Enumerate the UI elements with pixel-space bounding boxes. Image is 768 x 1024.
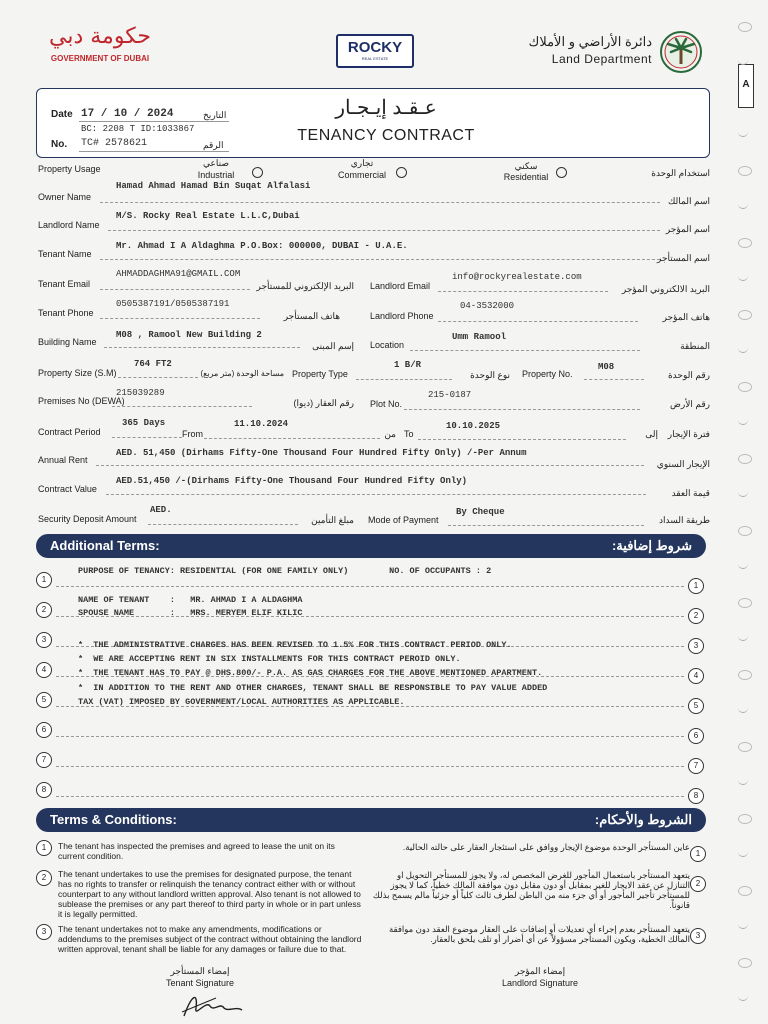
additional-number-right: 2: [688, 608, 704, 624]
deposit-label: Security Deposit Amount: [38, 514, 137, 524]
binder-hole: [738, 886, 752, 896]
deposit-value: AED.: [150, 505, 172, 515]
plot-value: 215-0187: [428, 390, 472, 400]
landlord-signature-label-ar: إمضاء المؤجر: [514, 966, 566, 976]
term-number-2-left: 2: [36, 870, 52, 886]
binder-hole: [738, 814, 752, 824]
term-2-ar: يتعهد المستأجر باستعمال المأجور للغرض المخصص له، ولا يجوز للمستأجر التحويل او التنازل عن عقد الايجار للغير بمقابل أو دون مقابل دون موافقة المالك خطياً، كما لا يجوز للمستأجر تأجير المأجور أو أي جزء منه من الباطن لطرف ثالث كلياً أو جزئياً مالم يسمح بذلك قانوناً.: [372, 870, 690, 910]
deposit-label-ar: مبلغ التأمين: [311, 515, 354, 525]
dubai-gov-arabic: حكومة دبي: [49, 24, 151, 49]
binder-hole: [738, 850, 748, 857]
additional-number-left: 2: [36, 602, 52, 618]
tenant-email-value: AHMADDAGHMA91@GMAIL.COM: [116, 269, 241, 279]
additional-row-line: [56, 736, 684, 737]
additional-number-left: 5: [36, 692, 52, 708]
owner-value: Hamad Ahmad Hamad Bin Suqat Alfalasi: [116, 181, 311, 191]
binder-hole: [738, 130, 748, 137]
landlord-signature-label: Landlord Signature: [501, 978, 579, 988]
contract-title-en: TENANCY CONTRACT: [297, 127, 475, 144]
binder-hole: [738, 382, 752, 392]
term-number-3-right: 3: [690, 928, 706, 944]
contract-title-ar: عـقـد إيـجـار: [335, 97, 437, 119]
term-number-3-left: 3: [36, 924, 52, 940]
additional-row-line: [56, 766, 684, 767]
terms-title-ar: الشروط والأحكام:: [594, 812, 692, 827]
location-label-ar: المنطقة: [680, 341, 710, 351]
property-type-value: 1 B/R: [394, 360, 422, 370]
binder-hole: [738, 634, 748, 641]
size-label-ar: مساحة الوحدة (متر مربع): [200, 369, 284, 378]
landlord-label: Landlord Name: [38, 220, 100, 230]
from-value: 11.10.2024: [234, 419, 289, 429]
additional-terms-title: Additional Terms:: [50, 538, 160, 553]
term-number-2-right: 2: [690, 876, 706, 892]
building-value: M08 , Ramool New Building 2: [116, 330, 262, 340]
binder-hole: [738, 778, 748, 785]
page-tab-marker: [738, 64, 754, 108]
binder-hole: [738, 202, 748, 209]
property-usage-label-ar: استخدام الوحدة: [651, 168, 710, 178]
term-1-ar: عاين المستأجر الوحدة موضوع الإيجار ووافق على استئجار العقار على حالته الحالية.: [402, 842, 690, 852]
additional-line-2: NAME OF TENANT : MR. AHMAD I A ALDAGHMA: [78, 595, 303, 605]
residential-label-ar: سكني: [514, 161, 538, 171]
building-label: Building Name: [38, 337, 97, 347]
term-2-en: The tenant undertakes to use the premises for designated purpose, the tenant has no rights to transfer or relinquish the tenancy contract either with or without counterpart to any without landlord written approval. Also tenant is not allowed to sublease the premises or any part thereof to third party in whole or in part unless it is legally permitted.: [58, 869, 361, 919]
premises-label: Premises No (DEWA): [38, 396, 125, 406]
building-label-ar: إسم المبنى: [312, 341, 354, 351]
landlord-phone-label-ar: هاتف المؤجر: [662, 312, 710, 322]
bc-value: BC: 2208 T ID:1033867: [81, 124, 195, 134]
terms-header: [36, 808, 706, 832]
from-label: From: [182, 429, 203, 439]
tenant-label: Tenant Name: [38, 249, 92, 259]
no-value: TC# 2578621: [81, 138, 148, 149]
additional-line-8: TAX (VAT) IMPOSED BY GOVERNMENT/LOCAL AUTHORITIES AS APPLICABLE.: [78, 697, 405, 707]
binder-hole: [738, 922, 748, 929]
binder-hole: [738, 958, 752, 968]
landlord-email-label-ar: البريد الالكتروني المؤجر: [621, 284, 710, 294]
title-box: [36, 88, 710, 158]
tenant-phone-label: Tenant Phone: [38, 308, 94, 318]
contract-value-label-ar: قيمة العقد: [671, 488, 710, 498]
landlord-value: M/S. Rocky Real Estate L.L.C,Dubai: [116, 211, 300, 221]
binder-hole: [738, 706, 748, 713]
residential-label: Residential: [503, 172, 549, 182]
additional-terms-title-ar: شروط إضافية:: [611, 538, 692, 553]
additional-number-right: 7: [688, 758, 704, 774]
tenant-signature-label: Tenant Signature: [165, 978, 235, 988]
tenant-label-ar: اسم المستأجر: [657, 253, 710, 263]
tenant-email-label: Tenant Email: [38, 279, 91, 289]
property-no-label-ar: رقم الوحدة: [667, 370, 710, 380]
date-label: Date: [51, 109, 73, 120]
payment-value: By Cheque: [456, 507, 505, 517]
additional-line-5: * WE ARE ACCEPTING RENT IN SIX INSTALLMENTS FOR THIS CONTRACT PEROID ONLY.: [78, 654, 461, 664]
additional-line-1: PURPOSE OF TENANCY: RESIDENTIAL (FOR ONE FAMILY ONLY) NO. OF OCCUPANTS : 2: [78, 566, 492, 576]
tenant-value: Mr. Ahmad I A Aldaghma P.O.Box: 000000, DUBAI - U.A.E.: [116, 241, 408, 251]
property-type-label: Property Type: [292, 369, 348, 379]
binder-hole: [738, 418, 748, 425]
additional-number-left: 6: [36, 722, 52, 738]
property-no-label: Property No.: [522, 369, 573, 379]
binder-hole: [738, 310, 752, 320]
additional-number-right: 1: [688, 578, 704, 594]
dubai-gov-english: GOVERNMENT OF DUBAI: [50, 54, 150, 63]
property-type-label-ar: نوع الوحدة: [470, 370, 510, 380]
term-number-1-right: 1: [690, 846, 706, 862]
dubai-gov-logo: [40, 24, 160, 70]
tenant-phone-value: 0505387191/0505387191: [116, 299, 230, 309]
binder-hole: [738, 238, 752, 248]
additional-number-right: 6: [688, 728, 704, 744]
term-3-en: The tenant undertakes not to make any amendments, modifications or addendums to the premises subject of the contract without obtaining the landlord written approval, tenant shall be liable for any damages or failure due to that.: [58, 924, 362, 954]
landlord-phone-value: 04-3532000: [460, 301, 515, 311]
no-label: No.: [51, 139, 68, 150]
additional-number-left: 4: [36, 662, 52, 678]
additional-line-4: * THE ADMINISTRATIVE CHARGES HAS BEEN REVISED TO 1.5% FOR THIS CONTRACT PERIOD ONLY.: [78, 640, 512, 650]
binder-hole: [738, 670, 752, 680]
tenant-signature-label-ar: إمضاء المستأجر: [170, 966, 230, 976]
rocky-logo: [336, 34, 414, 68]
term-1-en: The tenant has inspected the premises and agreed to lease the unit on its current condition.: [58, 841, 335, 861]
additional-line-3: SPOUSE NAME : MRS. MERYEM ELIF KILIC: [78, 608, 303, 618]
commercial-radio[interactable]: [396, 167, 407, 178]
tenant-signature-scribble-icon: [176, 988, 246, 1022]
landlord-email-value: info@rockyrealestate.com: [452, 272, 582, 282]
additional-number-right: 3: [688, 638, 704, 654]
rocky-logo-sub: REAL ESTATE: [361, 56, 389, 61]
landlord-label-ar: اسم المؤجر: [665, 224, 710, 234]
size-label: Property Size (S.M): [38, 368, 117, 378]
commercial-label: Commercial: [337, 170, 386, 180]
from-label-ar: من: [384, 429, 396, 439]
premises-label-ar: رقم العقار (ديوا): [293, 398, 354, 408]
binder-hole: [738, 598, 752, 608]
industrial-label-ar: صناعي: [203, 158, 229, 168]
additional-row-line: [56, 796, 684, 797]
date-label-ar: التاريخ: [203, 110, 227, 120]
binder-hole: [738, 454, 752, 464]
rent-label: Annual Rent: [38, 455, 88, 465]
to-label: To: [404, 429, 414, 439]
date-value: 17 / 10 / 2024: [81, 108, 174, 120]
binder-hole: [738, 490, 748, 497]
landlord-email-label: Landlord Email: [370, 281, 431, 291]
tenant-phone-label-ar: هاتف المستأجر: [283, 311, 340, 321]
industrial-radio[interactable]: [252, 167, 263, 178]
binder-hole: [738, 22, 752, 32]
tenant-email-label-ar: البريد الإلكتروني للمستأجر: [256, 281, 354, 291]
residential-radio[interactable]: [556, 167, 567, 178]
binder-hole: [738, 346, 748, 353]
page-tab-letter: A: [742, 79, 750, 90]
payment-label-ar: طريقة السداد: [658, 515, 710, 525]
to-value: 10.10.2025: [446, 421, 501, 431]
binder-hole: [738, 562, 748, 569]
terms-title: Terms & Conditions:: [50, 812, 177, 827]
premises-value: 215039289: [116, 388, 165, 398]
rent-label-ar: الإيجار السنوي: [656, 459, 710, 469]
owner-label: Owner Name: [38, 192, 92, 202]
location-value: Umm Ramool: [452, 332, 507, 342]
land-dept-english: Land Department: [551, 52, 652, 66]
binder-hole: [738, 994, 748, 1001]
binder-hole: [738, 526, 752, 536]
palm-tree-emblem-icon: [656, 30, 706, 74]
additional-number-right: 4: [688, 668, 704, 684]
no-label-ar: الرقم: [203, 140, 224, 150]
additional-number-left: 1: [36, 572, 52, 588]
property-usage-label: Property Usage: [38, 164, 101, 174]
land-dept-arabic: دائرة الأراضي و الأملاك: [528, 34, 652, 49]
owner-label-ar: اسم المالك: [667, 196, 710, 206]
to-label-ar: إلى: [645, 429, 658, 439]
additional-row-line: [56, 586, 684, 587]
term-number-1-left: 1: [36, 840, 52, 856]
commercial-label-ar: تجاري: [350, 158, 374, 168]
contract-value-value: AED.51,450 /-(Dirhams Fifty-One Thousand Four Hundred Fifty Only): [116, 476, 468, 486]
additional-terms-header: [36, 534, 706, 558]
rocky-logo-text: ROCKY: [347, 39, 403, 56]
plot-label: Plot No.: [370, 399, 403, 409]
binder-hole: [738, 742, 752, 752]
property-no-value: M08: [598, 362, 615, 372]
contract-value-label: Contract Value: [38, 484, 97, 494]
period-label: Contract Period: [38, 427, 101, 437]
size-value: 764 FT2: [134, 359, 172, 369]
additional-number-right: 8: [688, 788, 704, 804]
binder-hole: [738, 274, 748, 281]
location-label: Location: [370, 340, 405, 350]
term-3-ar: يتعهد المستأجر بعدم إجراء أي تعديلات أو إضافات على العقار موضوع العقد دون موافقة المالك الخطية، ويكون المستأجر مسؤولاً عن أي أضرار أو تلف يلحق بالعقار.: [389, 924, 690, 944]
binder-hole: [738, 166, 752, 176]
additional-number-right: 5: [688, 698, 704, 714]
plot-label-ar: رقم الأرض: [670, 399, 710, 409]
land-dept-logo: [512, 30, 712, 74]
industrial-label: Industrial: [197, 170, 235, 180]
period-label-ar: فترة الإيجار: [667, 429, 710, 439]
period-value: 365 Days: [122, 418, 166, 428]
rent-value: AED. 51,450 (Dirhams Fifty-One Thousand Four Hundred Fifty Only) /-Per Annum: [116, 448, 527, 458]
landlord-phone-label: Landlord Phone: [370, 311, 434, 321]
additional-number-left: 7: [36, 752, 52, 768]
additional-number-left: 8: [36, 782, 52, 798]
payment-label: Mode of Payment: [368, 515, 439, 525]
additional-number-left: 3: [36, 632, 52, 648]
additional-line-6: * THE TENANT HAS TO PAY @ DHS.800/- P.A. AS GAS CHARGES FOR THE ABOVE MENTIONED APARTMENT.: [78, 668, 543, 678]
additional-line-7: * IN ADDITION TO THE RENT AND OTHER CHARGES, TENANT SHALL BE RESPONSIBLE TO PAY VALUE ADDED: [78, 683, 548, 693]
